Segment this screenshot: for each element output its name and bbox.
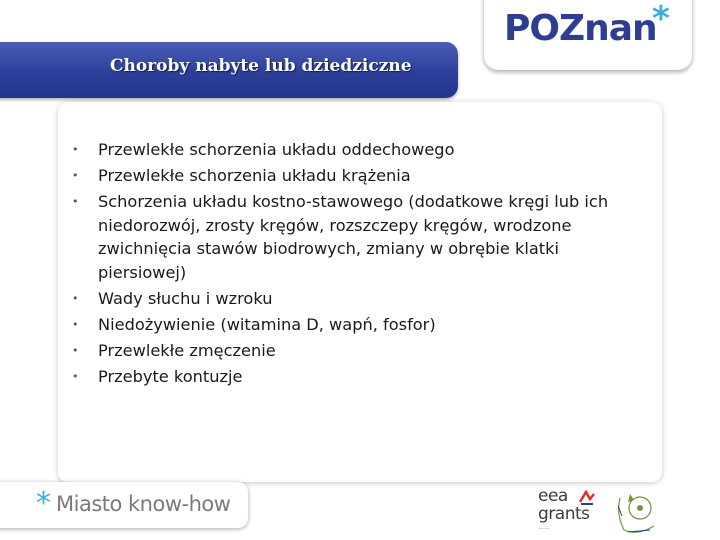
footer-star-icon: * bbox=[36, 486, 51, 521]
bullet-icon: • bbox=[72, 317, 79, 331]
list-item-text: Przebyte kontuzje bbox=[98, 366, 243, 386]
list-item bbox=[72, 365, 632, 389]
bullet-icon: • bbox=[72, 291, 79, 305]
list-item bbox=[72, 313, 632, 337]
list-item bbox=[72, 287, 632, 311]
bullet-icon: • bbox=[72, 169, 79, 182]
eea-grants-logo bbox=[538, 488, 598, 532]
list-item bbox=[72, 138, 632, 162]
bullet-icon: • bbox=[72, 143, 79, 156]
logo-star-icon: * bbox=[652, 0, 670, 39]
list-item-text: Schorzenia układu kostno-stawowego (dodatkowe kręgi lub ich niedorozwój, zrosty kręgów, rozszczepy kręgów, wrodzone zwichnięcia stawów biodrowych, zmiany w obrębie klatki piersiowej) bbox=[98, 192, 609, 282]
list-item-text: Przewlekłe schorzenia układu oddechowego bbox=[98, 140, 455, 159]
eea-tagline: ——— bbox=[538, 526, 550, 531]
list-item bbox=[72, 339, 632, 363]
bullet-icon: • bbox=[72, 195, 79, 208]
list-item-text: Przewlekłe zmęczenie bbox=[98, 340, 276, 360]
eea-logo-line2: grants bbox=[538, 504, 590, 524]
list-item bbox=[72, 164, 632, 188]
poznan-logo: POZnan bbox=[504, 8, 657, 49]
bullet-icon: • bbox=[72, 369, 79, 383]
bullet-list bbox=[72, 138, 632, 391]
list-item bbox=[72, 190, 632, 284]
list-item-text: Wady słuchu i wzroku bbox=[98, 288, 273, 308]
eea-mark-icon bbox=[578, 490, 596, 506]
slide-title: Choroby nabyte lub dziedziczne bbox=[110, 56, 412, 76]
bullet-icon: • bbox=[72, 343, 79, 357]
list-item-text: Niedożywienie (witamina D, wapń, fosfor) bbox=[98, 314, 436, 334]
city-emblem-icon bbox=[610, 486, 662, 538]
footer-slogan: Miasto know-how bbox=[56, 492, 231, 516]
list-item-text: Przewlekłe schorzenia układu krążenia bbox=[98, 166, 411, 185]
eea-logo-line1: eea bbox=[538, 486, 568, 506]
